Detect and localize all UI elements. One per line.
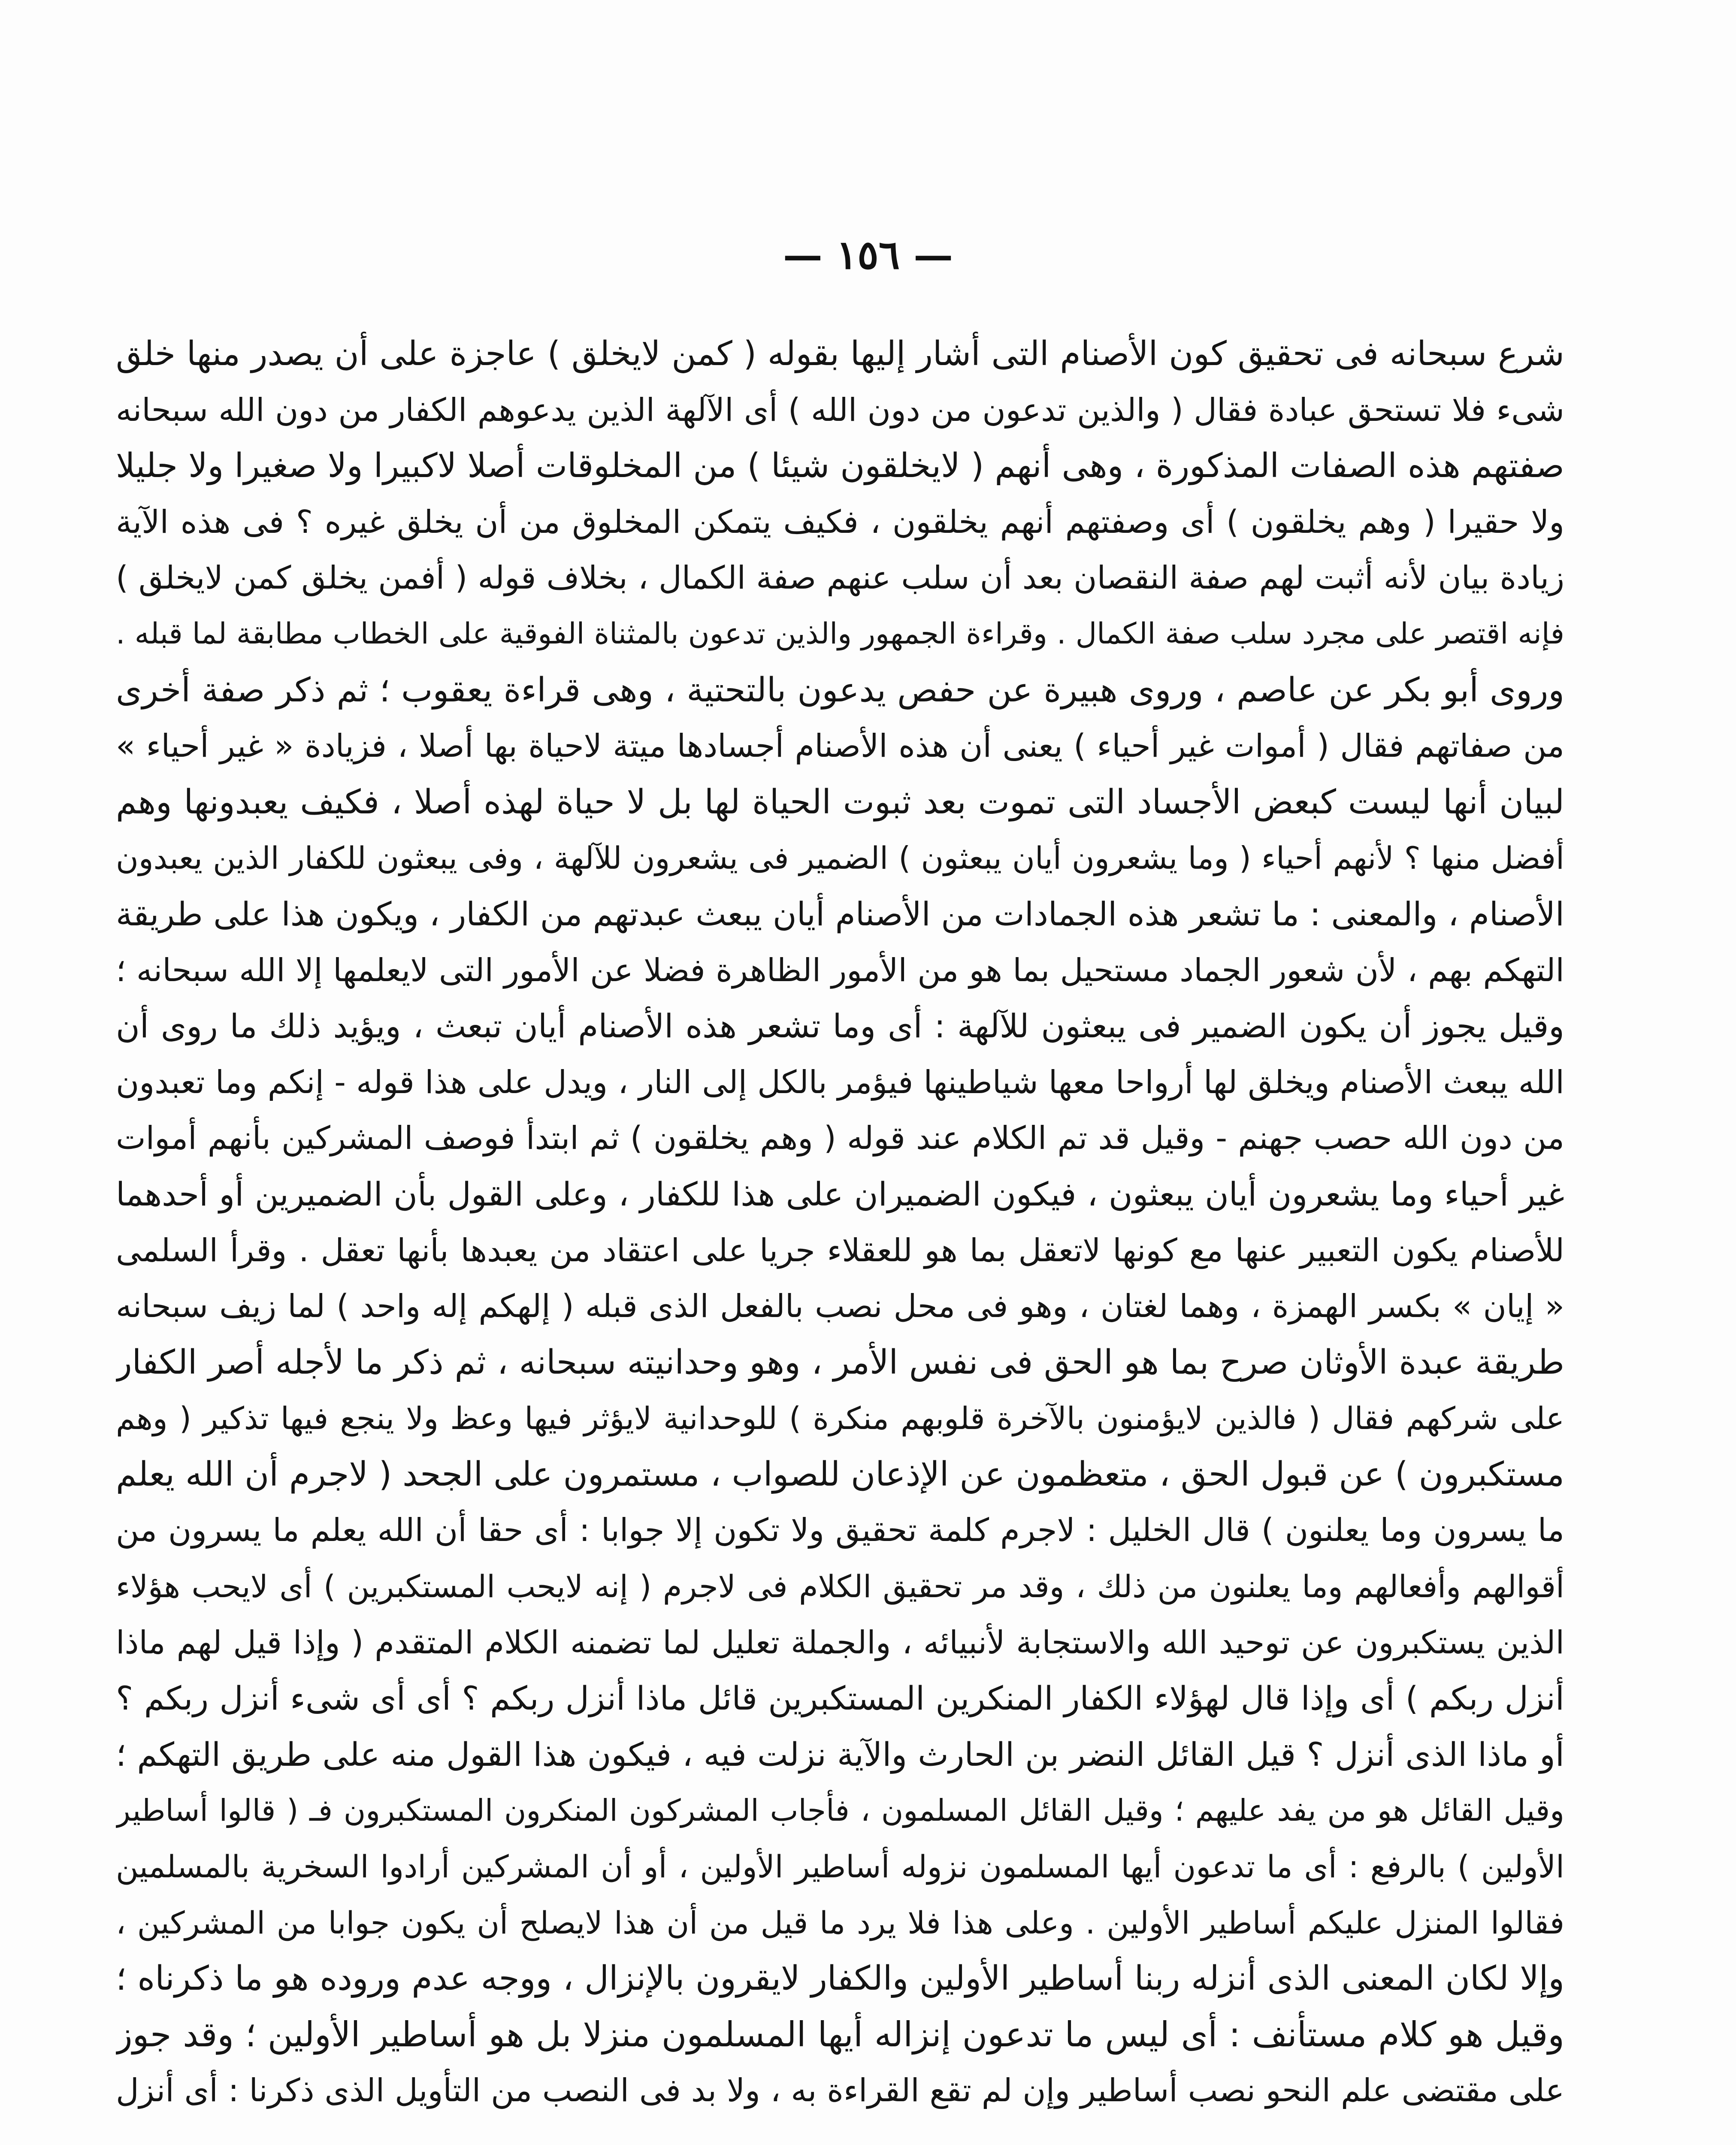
text-line: شىء فلا تستحق عبادة فقال ( والذين تدعون من دون الله ) أى الآلهة الذين يدعوهم الكفار من دون الله سبحانه	[116, 391, 1564, 429]
page-number: — ١٥٦ —	[783, 232, 953, 278]
text-line: من دون الله حصب جهنم - وقيل قد تم الكلام عند قوله ( وهم يخلقون ) ثم ابتدأ فوصف المشركين بأنهم أموات	[116, 1120, 1564, 1157]
text-line: لبيان أنها ليست كبعض الأجساد التى تموت بعد ثبوت الحياة لها بل لا حياة لهذه أصلا ، فكيف يعبدونها وهم	[116, 782, 1564, 822]
text-line: أفضل منها ؟ لأنهم أحياء ( وما يشعرون أيان يبعثون ) الضمير فى يشعرون للآلهة ، وفى يبعثون للكفار الذين يعبدون	[116, 840, 1564, 876]
text-line: فإنه اقتصر على مجرد سلب صفة الكمال . وقراءة الجمهور والذين تدعون بالمثناة الفوقية على الخطاب مطابقة لما قبله .	[116, 616, 1564, 651]
text-line: « إيان » بكسر الهمزة ، وهما لغتان ، وهو فى محل نصب بالفعل الذى قبله ( إلهكم إله واحد ) لما زيف سبحانه	[116, 1288, 1564, 1325]
text-line: أنزل ربكم ) أى وإذا قال لهؤلاء الكفار المنكرين المستكبرين قائل ماذا أنزل ربكم ؟ أى أى شىء أنزل ربكم ؟	[116, 1679, 1564, 1718]
text-line: أو ماذا الذى أنزل ؟ قيل القائل النضر بن الحارث والآية نزلت فيه ، فيكون هذا القول منه على طريق التهكم ؛	[116, 1735, 1564, 1773]
text-line: وقيل يجوز أن يكون الضمير فى يبعثون للآلهة : أى وما تشعر هذه الأصنام أيان تبعث ، ويؤيد ذلك ما روى أن	[116, 1007, 1564, 1045]
text-line: ولا حقيرا ( وهم يخلقون ) أى وصفتهم أنهم يخلقون ، فكيف يتمكن المخلوق من أن يخلق غيره ؟ فى هذه الآية	[116, 503, 1564, 541]
text-line: للأصنام يكون التعبير عنها مع كونها لاتعقل بما هو للعقلاء جريا على اعتقاد من يعبدها بأنها تعقل . وقرأ السلمى	[116, 1232, 1564, 1269]
text-line: وروى أبو بكر عن عاصم ، وروى هبيرة عن حفص يدعون بالتحتية ، وهى قراءة يعقوب ؛ ثم ذكر صفة أخرى	[116, 671, 1564, 710]
text-line: من صفاتهم فقال ( أموات غير أحياء ) يعنى أن هذه الأصنام أجسادها ميتة لاحياة بها أصلا ، فزيادة « غير أحياء »	[116, 728, 1564, 765]
text-line: زيادة بيان لأنه أثبت لهم صفة النقصان بعد أن سلب عنهم صفة الكمال ، بخلاف قوله ( أفمن يخلق كمن لايخلق )	[116, 559, 1564, 597]
text-line: الأصنام ، والمعنى : ما تشعر هذه الجمادات من الأصنام أيان يبعث عبدتهم من الكفار ، ويكون هذا على طريقة	[116, 894, 1564, 933]
text-line: وقيل هو كلام مستأنف : أى ليس ما تدعون إنزاله أيها المسلمون منزلا بل هو أساطير الأولين ؛ وقد جوز	[116, 2014, 1564, 2054]
text-line: على مقتضى علم النحو نصب أساطير وإن لم تقع القراءة به ، ولا بد فى النصب من التأويل الذى ذكرنا : أى أنزل	[116, 2072, 1564, 2109]
page-body-text	[116, 326, 1564, 2119]
text-line: الله يبعث الأصنام ويخلق لها أرواحا معها شياطينها فيؤمر بالكل إلى النار ، ويدل على هذا قوله - إنكم وما تعبدون	[116, 1063, 1564, 1101]
text-line: الأولين ) بالرفع : أى ما تدعون أيها المسلمون نزوله أساطير الأولين ، أو أن المشركين أرادوا السخرية بالمسلمين	[116, 1849, 1564, 1885]
text-line: التهكم بهم ، لأن شعور الجماد مستحيل بما هو من الأمور الظاهرة فضلا عن الأمور التى لايعلمها إلا الله سبحانه ؛	[116, 952, 1564, 989]
text-line: شرع سبحانه فى تحقيق كون الأصنام التى أشار إليها بقوله ( كمن لايخلق ) عاجزة على أن يصدر منها خلق	[116, 335, 1564, 373]
text-line: وإلا لكان المعنى الذى أنزله ربنا أساطير الأولين والكفار لايقرون بالإنزال ، ووجه عدم وروده هو ما ذكرناه ؛	[116, 1959, 1564, 1998]
text-line: وقيل القائل هو من يفد عليهم ؛ وقيل القائل المسلمون ، فأجاب المشركون المنكرون المستكبرون فـ ( قالوا أساطير	[116, 1793, 1564, 1828]
text-line: طريقة عبدة الأوثان صرح بما هو الحق فى نفس الأمر ، وهو وحدانيته سبحانه ، ثم ذكر ما لأجله أصر الكفار	[116, 1343, 1564, 1382]
text-line: على شركهم فقال ( فالذين لايؤمنون بالآخرة قلوبهم منكرة ) للوحدانية لايؤثر فيها وعظ ولا ينجع فيها تذكير ( وهم	[116, 1400, 1564, 1437]
text-line: ما يسرون وما يعلنون ) قال الخليل : لاجرم كلمة تحقيق ولا تكون إلا جوابا : أى حقا أن الله يعلم ما يسرون من	[116, 1512, 1564, 1549]
text-line: فقالوا المنزل عليكم أساطير الأولين . وعلى هذا فلا يرد ما قيل من أن هذا لايصلح أن يكون جوابا من المشركين ،	[116, 1904, 1564, 1941]
text-line: غير أحياء وما يشعرون أيان يبعثون ، فيكون الضميران على هذا للكفار ، وعلى القول بأن الضميرين أو أحدهما	[116, 1175, 1564, 1213]
text-line: الذين يستكبرون عن توحيد الله والاستجابة لأنبيائه ، والجملة تعليل لما تضمنه الكلام المتقدم ( وإذا قيل لهم ماذا	[116, 1624, 1564, 1661]
text-line: صفتهم هذه الصفات المذكورة ، وهى أنهم ( لايخلقون شيئا ) من المخلوقات أصلا لاكبيرا ولا صغيرا ولا جليلا	[116, 447, 1564, 486]
text-line: مستكبرون ) عن قبول الحق ، متعظمون عن الإذعان للصواب ، مستمرون على الجحد ( لاجرم أن الله يعلم	[116, 1455, 1564, 1494]
text-line: أقوالهم وأفعالهم وما يعلنون من ذلك ، وقد مر تحقيق الكلام فى لاجرم ( إنه لايحب المستكبرين ) أى لايحب هؤلاء	[116, 1568, 1564, 1605]
